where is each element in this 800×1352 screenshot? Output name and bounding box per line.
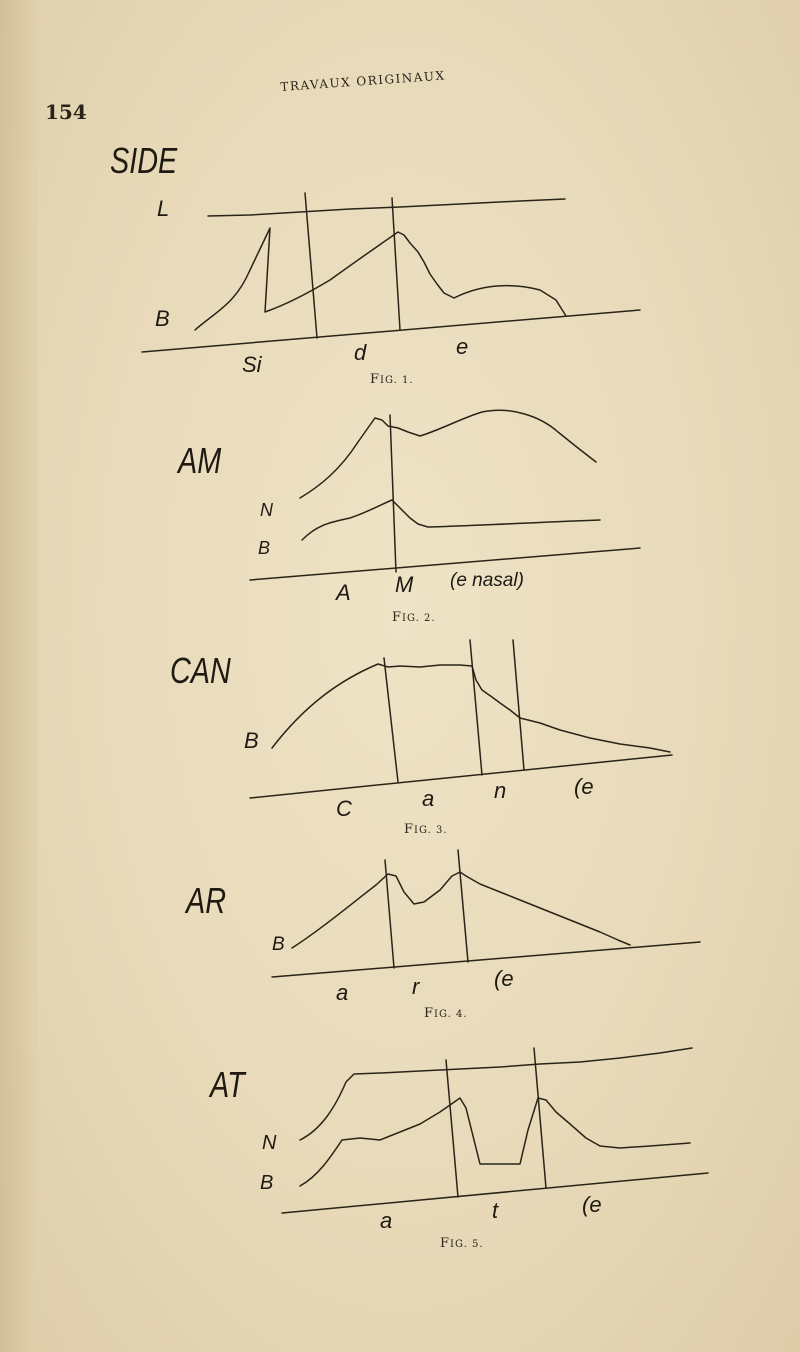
page-number: 154 [45,100,87,124]
figure-4-segment-a: a [336,980,349,1005]
figure-1-segment-si: Si [242,352,262,377]
figure-5-segment-a: a [380,1208,393,1233]
figure-4-segment-e: (e [494,966,514,991]
figure-1-trace-l [208,199,565,216]
figure-2-title: AM [178,440,222,481]
figure-1-marker-2 [392,198,400,330]
figure-1-trace-label-l: L [157,196,170,221]
figure-2-marker [390,415,396,572]
figure-3-baseline [250,755,672,798]
figure-2-baseline [250,548,640,580]
figure-4-title: AR [186,880,227,921]
figure-2-trace-b [302,500,600,540]
figure-4-trace-label-b: B [272,934,285,955]
figure-5-marker-1 [446,1060,458,1197]
figure-5-trace-b [300,1098,690,1186]
figure-5-trace-label-n: N [262,1132,277,1154]
figure-4-baseline [272,942,700,977]
figure-4-segment-r: r [412,974,420,999]
figure-5-baseline [282,1173,708,1213]
figure-3-marker-3 [513,640,524,770]
figure-1-marker-1 [305,193,317,338]
figure-5-segment-e: (e [582,1192,602,1217]
figure-2-segment-m: M [395,572,414,597]
figure-5-trace-label-b: B [260,1172,274,1194]
figure-2-trace-label-b: B [258,538,271,558]
figure-3-trace-b [272,664,670,752]
figure-2-segment-e-nasal: (e nasal) [450,570,524,591]
figure-3-segment-a: a [422,786,435,811]
figure-3-segment-c: C [336,796,352,821]
figure-3-marker-2 [470,640,482,775]
figure-2-trace-label-n: N [260,500,273,520]
figure-3-marker-1 [384,658,398,782]
figure-2-trace-n [300,410,596,498]
figure-1-caption: FIG. 1. [370,372,414,387]
figure-4-marker-2 [458,850,468,962]
figure-1-segment-e: e [456,334,469,359]
figure-3-segment-e: (e [574,774,594,799]
figure-1-title: SIDE [110,140,178,181]
running-head: TRAVAUX ORIGINAUX [280,68,446,94]
figure-2-caption: FIG. 2. [392,610,436,625]
figure-3-segment-n: n [494,778,507,803]
figure-1-baseline [142,310,640,352]
figure-5-caption: FIG. 5. [440,1236,484,1251]
figure-3-caption: FIG. 3. [404,822,448,837]
figure-5-trace-n [300,1048,692,1140]
figure-1-segment-d: d [354,340,367,365]
figure-4-caption: FIG. 4. [424,1006,468,1021]
figure-3-trace-label-b: B [244,728,259,753]
figure-2-segment-a: A [336,580,351,605]
figure-1-trace-b [195,228,566,330]
figure-1-trace-label-b: B [155,306,170,331]
figure-3-title: CAN [170,650,231,691]
figure-5-segment-t: t [492,1198,499,1223]
figure-4-marker-1 [385,860,394,968]
figure-5-title: AT [210,1064,245,1105]
figure-5-marker-2 [534,1048,546,1188]
